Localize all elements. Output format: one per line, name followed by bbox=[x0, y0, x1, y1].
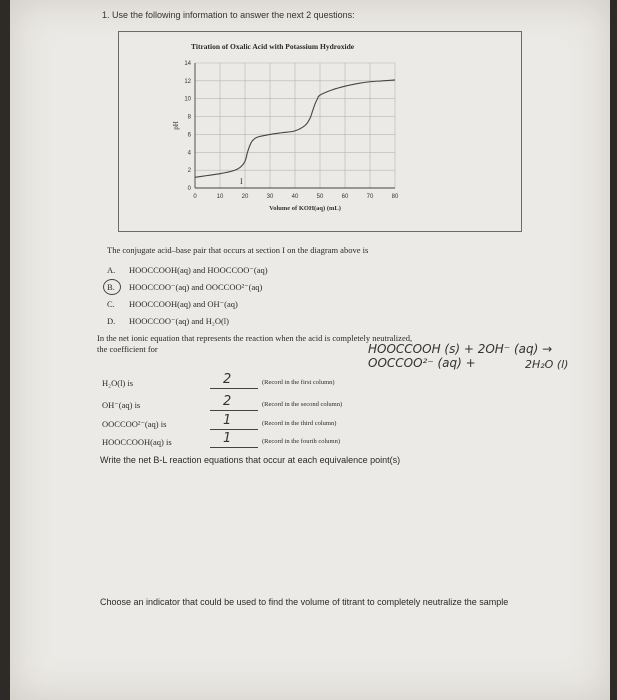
handwritten-coefficient: 1 bbox=[223, 413, 232, 428]
y-tick-label: 6 bbox=[187, 132, 191, 139]
handwritten-coefficient: 2 bbox=[223, 394, 232, 409]
worksheet-page bbox=[10, 0, 610, 700]
x-tick-label: 20 bbox=[241, 194, 249, 200]
titration-chart bbox=[10, 0, 610, 240]
y-tick-label: 4 bbox=[187, 150, 191, 157]
circled-answer-mark bbox=[103, 279, 121, 295]
answer-blank[interactable] bbox=[210, 429, 258, 430]
bl-question: Write the net B-L reaction equations that occur at each equivalence point(s) bbox=[100, 455, 401, 465]
y-tick-label: 8 bbox=[187, 114, 191, 121]
y-tick-label: 12 bbox=[184, 78, 191, 85]
y-tick-label: 0 bbox=[187, 186, 191, 192]
coefficient-species: OH⁻(aq) is bbox=[102, 400, 141, 410]
y-tick-label: 2 bbox=[187, 168, 191, 175]
handwritten-equation-line1: HOOCCOOH (s) + 2OH⁻ (aq) → OOCCOO²⁻ (aq) + bbox=[368, 342, 553, 370]
y-tick-label: 10 bbox=[184, 96, 191, 103]
x-tick-label: 30 bbox=[266, 194, 274, 200]
section-label: I bbox=[240, 177, 243, 186]
x-tick-label: 70 bbox=[366, 194, 374, 200]
ionic-question-line2: the coefficient for bbox=[97, 344, 158, 354]
record-column-note: (Record in the first column) bbox=[262, 379, 335, 386]
option-text: HOOCCOOH(aq) and OH⁻(aq) bbox=[129, 299, 238, 309]
ionic-question-line1: In the net ionic equation that represents the reaction when the acid is completely neutralized, bbox=[97, 333, 413, 343]
coefficient-species: HOOCCOOH(aq) is bbox=[102, 437, 172, 447]
x-tick-label: 50 bbox=[316, 194, 324, 200]
option-letter: A. bbox=[107, 265, 116, 275]
option-text: HOOCCOOH(aq) and HOOCCOO⁻(aq) bbox=[129, 265, 268, 275]
option-text: HOOCCOO⁻(aq) and OOCCOO²⁻(aq) bbox=[129, 282, 263, 292]
record-column-note: (Record in the third column) bbox=[262, 420, 337, 427]
record-column-note: (Record in the second column) bbox=[262, 401, 343, 408]
y-axis-label: pH bbox=[172, 121, 180, 130]
question-1-heading: 1. Use the following information to answer the next 2 questions: bbox=[102, 10, 355, 20]
answer-blank[interactable] bbox=[210, 388, 258, 389]
handwritten-equation-line2: 2H₂O (l) bbox=[525, 358, 569, 371]
option-letter: B. bbox=[107, 282, 115, 292]
x-tick-label: 10 bbox=[216, 194, 224, 200]
x-tick-label: 40 bbox=[291, 194, 299, 200]
coefficient-species: H₂O(l) is bbox=[102, 378, 134, 388]
conjugate-question: The conjugate acid–base pair that occurs at section I on the diagram above is bbox=[107, 245, 369, 255]
coefficient-species: OOCCOO²⁻(aq) is bbox=[102, 419, 167, 429]
x-tick-label: 80 bbox=[391, 194, 399, 200]
option-letter: D. bbox=[107, 316, 116, 326]
chart-title: Titration of Oxalic Acid with Potassium Hydroxide bbox=[191, 42, 355, 51]
y-tick-label: 14 bbox=[184, 61, 191, 67]
option-text: HOOCCOO⁻(aq) and H₂O(l) bbox=[129, 316, 229, 326]
x-tick-label: 60 bbox=[341, 194, 349, 200]
record-column-note: (Record in the fourth column) bbox=[262, 438, 340, 445]
handwritten-coefficient: 2 bbox=[223, 372, 232, 387]
x-axis-label: Volume of KOH(aq) (mL) bbox=[269, 205, 341, 212]
option-letter: C. bbox=[107, 299, 115, 309]
handwritten-coefficient: 1 bbox=[223, 431, 232, 446]
chart-grid bbox=[195, 63, 395, 188]
answer-blank[interactable] bbox=[210, 447, 258, 448]
answer-blank[interactable] bbox=[210, 410, 258, 411]
x-tick-label: 0 bbox=[193, 194, 197, 200]
indicator-question: Choose an indicator that could be used to find the volume of titrant to completely neutralize the sample bbox=[100, 597, 509, 607]
